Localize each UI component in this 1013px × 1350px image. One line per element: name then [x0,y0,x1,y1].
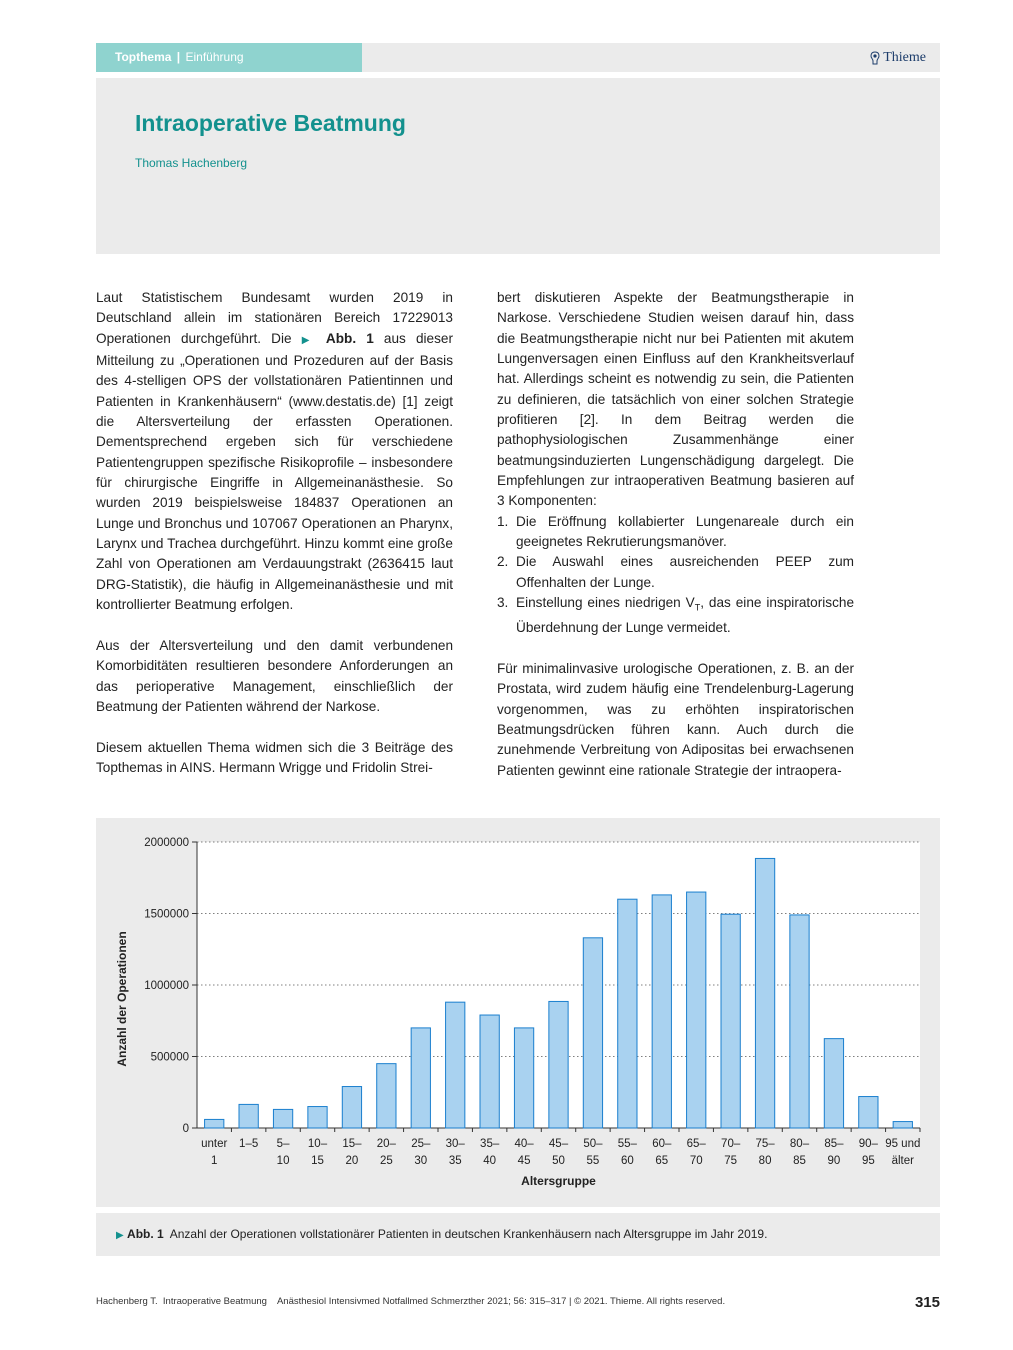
bar [893,1122,912,1128]
y-axis-title: Anzahl der Operationen [115,931,129,1067]
y-tick-label: 2000000 [144,837,189,849]
list-item [497,593,854,638]
x-tick-label: 80 [758,1155,772,1167]
x-tick-label: 75– [755,1138,775,1150]
x-tick-label: 30– [445,1138,465,1150]
x-tick-label: 85– [824,1138,844,1150]
recommendation-list [497,512,854,639]
bar [687,892,706,1128]
x-tick-label: 25– [411,1138,431,1150]
list-item [497,512,854,553]
x-tick-label: 10 [276,1155,290,1167]
section-tag [96,43,362,72]
page-number: 315 [914,1294,940,1311]
x-tick-label: älter [891,1155,914,1167]
bar [755,858,774,1128]
list-number: 3. [497,595,509,611]
x-tick-label: 25 [379,1155,393,1167]
paragraph [96,288,453,616]
bar [205,1119,224,1128]
bar [824,1039,843,1128]
bar [273,1109,292,1128]
y-tick-label: 1500000 [144,908,189,921]
list-text: Einstellung eines niedrigen V [516,595,695,611]
list-number: 2. [497,554,509,570]
x-tick-label: 15 [311,1155,324,1167]
brand-name: Thieme [883,50,926,65]
x-tick-label: 10– [307,1138,328,1150]
article-title: Intraoperative Beatmung [135,110,406,136]
y-tick-label: 1000000 [144,980,189,992]
paragraph: bert diskutieren Aspekte der Beatmungstherapie in Narkose. Verschiedene Studien weisen darauf hin, dass die Beatmungstherapie nicht nur bei Patienten mit akutem Lungenversagen einen Einfluss auf den Krankheitsverlauf hat. Allerdings scheint es notwendig zu sein, die Patienten zu definieren, die tatsächlich von einer solchen Strategie profitieren [2]. In dem Beitrag werden die pathophysiologischen Zusammenhänge einer beatmungsinduzierten Lungenschädigung dargelegt. Die Empfehlungen zur intraoperativen Beatmung basieren auf 3 Komponenten: [497,290,854,509]
bar [549,1001,568,1128]
bar [308,1107,327,1128]
list-item [497,552,854,593]
list-text-subscript: T [694,602,701,613]
y-tick-label: 0 [182,1123,189,1135]
list-number: 1. [497,513,509,529]
bar-chart [96,818,940,1207]
bar [377,1064,396,1128]
x-tick-label: 95 und [885,1138,921,1150]
bar [514,1028,533,1128]
x-tick-label: 60– [652,1138,672,1150]
x-tick-label: 50– [583,1138,603,1150]
paragraph: Aus der Altersverteilung und den damit verbundenen Komorbiditäten resultieren besondere Anforderungen an das perioperative Management, einschließlich der Beatmung der Patienten während der Narkose. [96,637,453,714]
x-tick-label: 5– [276,1138,290,1150]
caption-ref: Abb. 1 [127,1227,164,1241]
x-tick-label: 90 [827,1155,841,1167]
running-header [96,43,940,72]
bar [480,1015,499,1128]
figure-reference-link[interactable]: Abb. 1 [325,330,374,346]
x-tick-label: 65 [655,1155,669,1167]
x-tick-label: 1–5 [239,1138,259,1150]
caption-text: Anzahl der Operationen vollstationärer Patienten in deutschen Krankenhäusern nach Altersgruppe im Jahr 2019. [169,1227,768,1241]
x-tick-label: 70 [689,1155,703,1167]
paragraph-text: Laut Statistischem Bundesamt wurden 2019 in Deutschland allein im stationären Bereich 17229013 Operationen durchgeführt. Die [96,290,453,346]
x-axis-title: Altersgruppe [521,1174,596,1188]
bar [721,914,740,1128]
thieme-logo-icon [870,51,880,65]
list-text: , das eine inspiratorische Überdehnung der Lunge vermeidet. [516,595,855,636]
x-tick-label: 35– [480,1138,500,1150]
bar [239,1104,258,1128]
x-tick-label: 55 [586,1155,600,1167]
x-tick-label: 35 [448,1155,462,1167]
x-tick-label: 65– [686,1138,706,1150]
x-tick-label: 40– [514,1138,534,1150]
figure-caption [96,1213,940,1256]
x-tick-label: 70– [721,1138,741,1150]
bar [618,899,637,1128]
x-tick-label: 40 [483,1155,497,1167]
x-tick-label: 55– [617,1138,637,1150]
x-tick-label: 45– [548,1138,569,1150]
x-tick-label: 85 [793,1155,806,1167]
subsection-label: Einführung [185,50,244,64]
x-tick-label: 45 [517,1155,531,1167]
text-column-left [96,288,453,778]
caption-arrow-icon: ▶ [116,1230,124,1241]
x-tick-label: 1 [211,1155,218,1167]
y-tick-label: 500000 [150,1051,189,1064]
x-tick-label: 15– [342,1138,362,1150]
section-label: Topthema [115,50,172,64]
publisher-brand [870,50,926,66]
x-tick-label: 50 [552,1155,565,1167]
figure-1 [96,818,940,1207]
article-author: Thomas Hachenberg [135,156,248,170]
bar [652,895,671,1128]
list-text: Die Eröffnung kollabierter Lungenareale durch ein geeignetes Rekrutierungsmanöver. [516,513,854,550]
title-panel [96,78,940,254]
bar [790,915,809,1128]
x-tick-label: 20– [376,1138,396,1150]
x-tick-label: 30 [414,1155,428,1167]
list-text: Die Auswahl eines ausreichenden PEEP zum Offenhalten der Lunge. [516,554,854,590]
x-tick-label: 20 [345,1155,359,1167]
text-column-right [497,288,854,781]
paragraph-text: aus dieser Mitteilung zu „Operationen und Prozeduren auf der Basis des 4-stelligen OPS der vollstationären Patientinnen und Patienten in Krankenhäusern“ (www.destatis.de) [1] zeigt die Altersverteilung der erfassten Operationen. Dementsprechend ergeben sich für verschiedene Patientengruppen spezifische Risikoprofile – insbesondere für chirurgische Eingriffe in Allgemeinanästhesie. So wurden 2019 beispielsweise 184837 Operationen an Lunge und Bronchus und 107067 Operationen an Pharynx, Larynx und Trachea durchgeführt. Hinzu kommt eine große Zahl von Operationen am Verdauungstrakt (2636415 laut DRG-Statistik), die häufig in Allgemeinanästhesie und mit kontrollierter Beatmung erfolgen. [96,330,453,613]
footer-citation: Hachenberg T. Intraoperative Beatmung Anästhesiol Intensivmed Notfallmed Schmerzther 2021; 56: 315–317 | © 2021. Thieme. All rights reserved. [96,1296,726,1307]
section-separator: | [176,50,181,64]
paragraph: Für minimalinvasive urologische Operationen, z. B. an der Prostata, wird zudem häufig eine Trendelenburg-Lagerung vorgenommen, was zu erhöhten inspiratorischen Beatmungsdrücken führen kann. Auch durch die zunehmende Verbreitung von Adipositas bei erwachsenen Patienten gewinnt eine rationale Strategie der intraopera- [497,660,854,778]
bar [446,1002,465,1128]
x-tick-label: 90– [858,1138,878,1150]
x-tick-label: 60 [620,1155,634,1167]
figure-ref-arrow-icon: ▶ [301,334,316,346]
bar [859,1097,878,1128]
paragraph: Diesem aktuellen Thema widmen sich die 3 Beiträge des Topthemas in AINS. Hermann Wrigge und Fridolin Strei- [96,739,453,775]
bar [411,1028,430,1128]
x-tick-label: unter [201,1138,228,1150]
bar [342,1087,361,1128]
bar [583,938,602,1128]
x-tick-label: 95 [861,1155,875,1167]
x-tick-label: 75 [724,1155,738,1167]
x-tick-label: 80– [789,1138,810,1150]
